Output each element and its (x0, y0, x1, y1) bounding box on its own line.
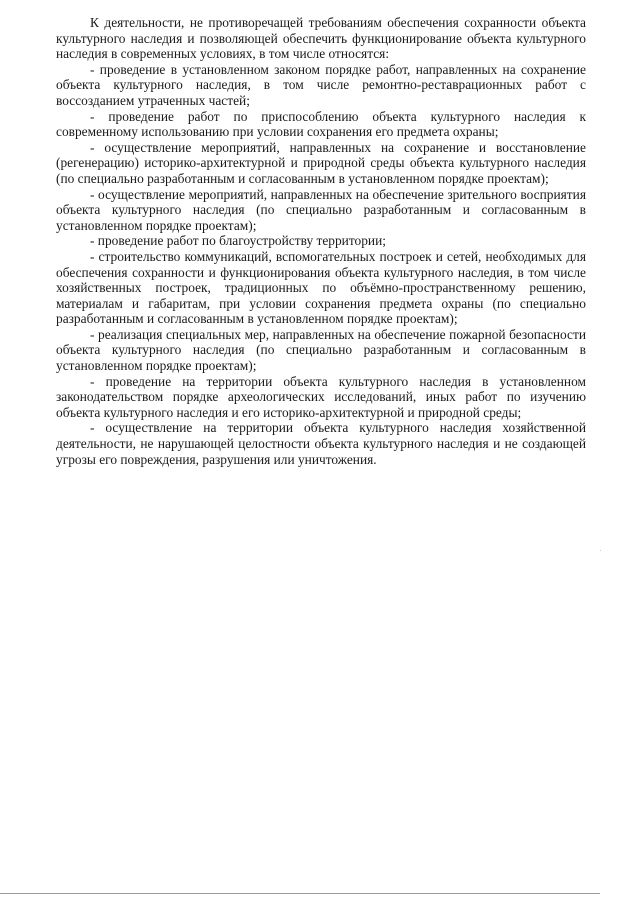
list-item-fire-safety: - реализация специальных мер, направленных на обеспечение пожарной безопасности объекта культурного наследия (по специально разработанным и согласованным в установленном порядке проектам); (56, 326, 586, 374)
scan-speck (600, 550, 601, 551)
list-item-environment-regeneration: - осуществление мероприятий, направленных на сохранение и восстановление (регенерацию) историко-архитектурной и природной среды объекта культурного наследия (по специально разработанным и согласованным в установленном порядке проектам); (56, 139, 586, 186)
list-item-archaeological-research: - проведение на территории объекта культурного наследия в установленном законодательством порядке археологических исследований, иных работ по изучению объекта культурного наследия и его историко-архитектурной и природной среды; (56, 373, 586, 420)
document-body (56, 15, 586, 467)
list-item-restoration-works: - проведение в установленном законом порядке работ, направленных на сохранение объекта культурного наследия, в том числе ремонтно-реставрационных работ с воссозданием утраченных частей; (56, 61, 586, 108)
scan-edge-line (0, 893, 600, 894)
list-item-adaptation-works: - проведение работ по приспособлению объекта культурного наследия к современному использованию при условии сохранения его предмета охраны; (56, 108, 586, 140)
list-item-economic-activity: - осуществление на территории объекта культурного наследия хозяйственной деятельности, не нарушающей целостности объекта культурного наследия и не создающей угрозы его повреждения, разрушения или уничтожения. (56, 420, 586, 467)
intro-paragraph: К деятельности, не противоречащей требованиям обеспечения сохранности объекта культурного наследия и позволяющей обеспечить функционирование объекта культурного наследия в современных условиях, в том числе относятся: (56, 15, 586, 62)
list-item-visual-perception: - осуществление мероприятий, направленных на обеспечение зрительного восприятия объекта культурного наследия (по специально разработанным и согласованным в установленном порядке проектам); (56, 186, 586, 233)
list-item-utilities-construction: - строительство коммуникаций, вспомогательных построек и сетей, необходимых для обеспечения сохранности и функционирования объекта культурного наследия, в том числе хозяйственных построек, традиционных по объёмно-пространственному решению, материалам и габаритам, при условии сохранения предмета охраны (по специально разработанным и согласованным в установленном порядке проектам); (56, 248, 586, 327)
list-item-landscaping: - проведение работ по благоустройству территории; (90, 233, 386, 249)
